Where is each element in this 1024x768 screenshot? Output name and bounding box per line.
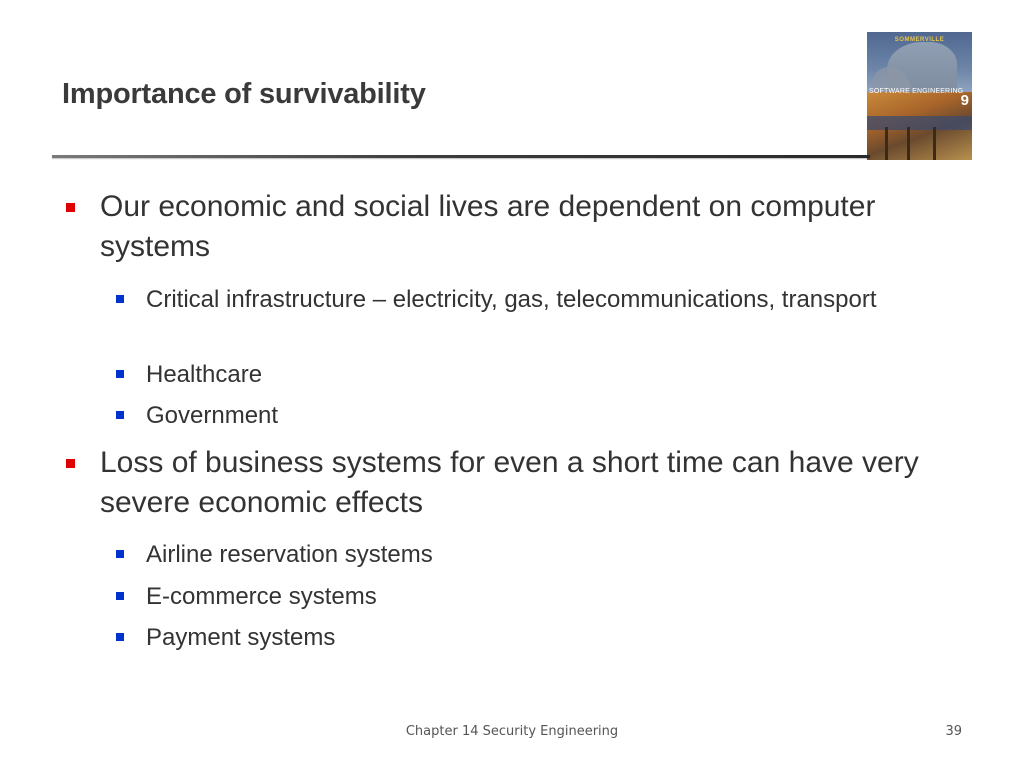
blue-square-bullet-icon <box>116 295 124 303</box>
sub-bullet-text: Payment systems <box>146 624 336 651</box>
sub-bullet-text: Healthcare <box>146 361 263 388</box>
cover-brand: SOMMERVILLE <box>894 37 945 43</box>
blue-square-bullet-icon <box>116 370 124 378</box>
bullet-item <box>100 443 980 523</box>
red-square-bullet-icon <box>66 459 75 468</box>
bullet-item <box>100 187 980 267</box>
book-cover-image <box>867 32 972 160</box>
sub-bullet-text: Government <box>146 402 279 429</box>
bullet-text: Loss of business systems for even a short time can have very severe economic effects <box>100 446 919 519</box>
blue-square-bullet-icon <box>116 633 124 641</box>
footer-chapter-label: Chapter 14 Security Engineering <box>405 724 619 739</box>
red-square-bullet-icon <box>66 203 75 212</box>
sub-bullet-item <box>146 580 946 614</box>
blue-square-bullet-icon <box>116 411 124 419</box>
title-divider <box>52 155 870 158</box>
sub-bullet-item <box>146 399 946 433</box>
sub-bullet-item <box>146 538 946 572</box>
cover-edition: 9 <box>960 92 969 109</box>
sub-bullet-text: Airline reservation systems <box>146 541 433 568</box>
page-number: 39 <box>945 724 962 739</box>
blue-square-bullet-icon <box>116 592 124 600</box>
bullet-text: Our economic and social lives are dependent on computer systems <box>100 190 876 263</box>
cover-title: SOFTWARE ENGINEERING <box>869 88 964 95</box>
sub-bullet-item <box>146 358 946 392</box>
slide-title: Importance of survivability <box>62 78 426 110</box>
sub-bullet-text: Critical infrastructure – electricity, gas, telecommunications, transport <box>146 286 877 313</box>
sub-bullet-item <box>146 283 906 317</box>
sub-bullet-text: E-commerce systems <box>146 583 377 610</box>
sub-bullet-item <box>146 621 946 655</box>
blue-square-bullet-icon <box>116 550 124 558</box>
